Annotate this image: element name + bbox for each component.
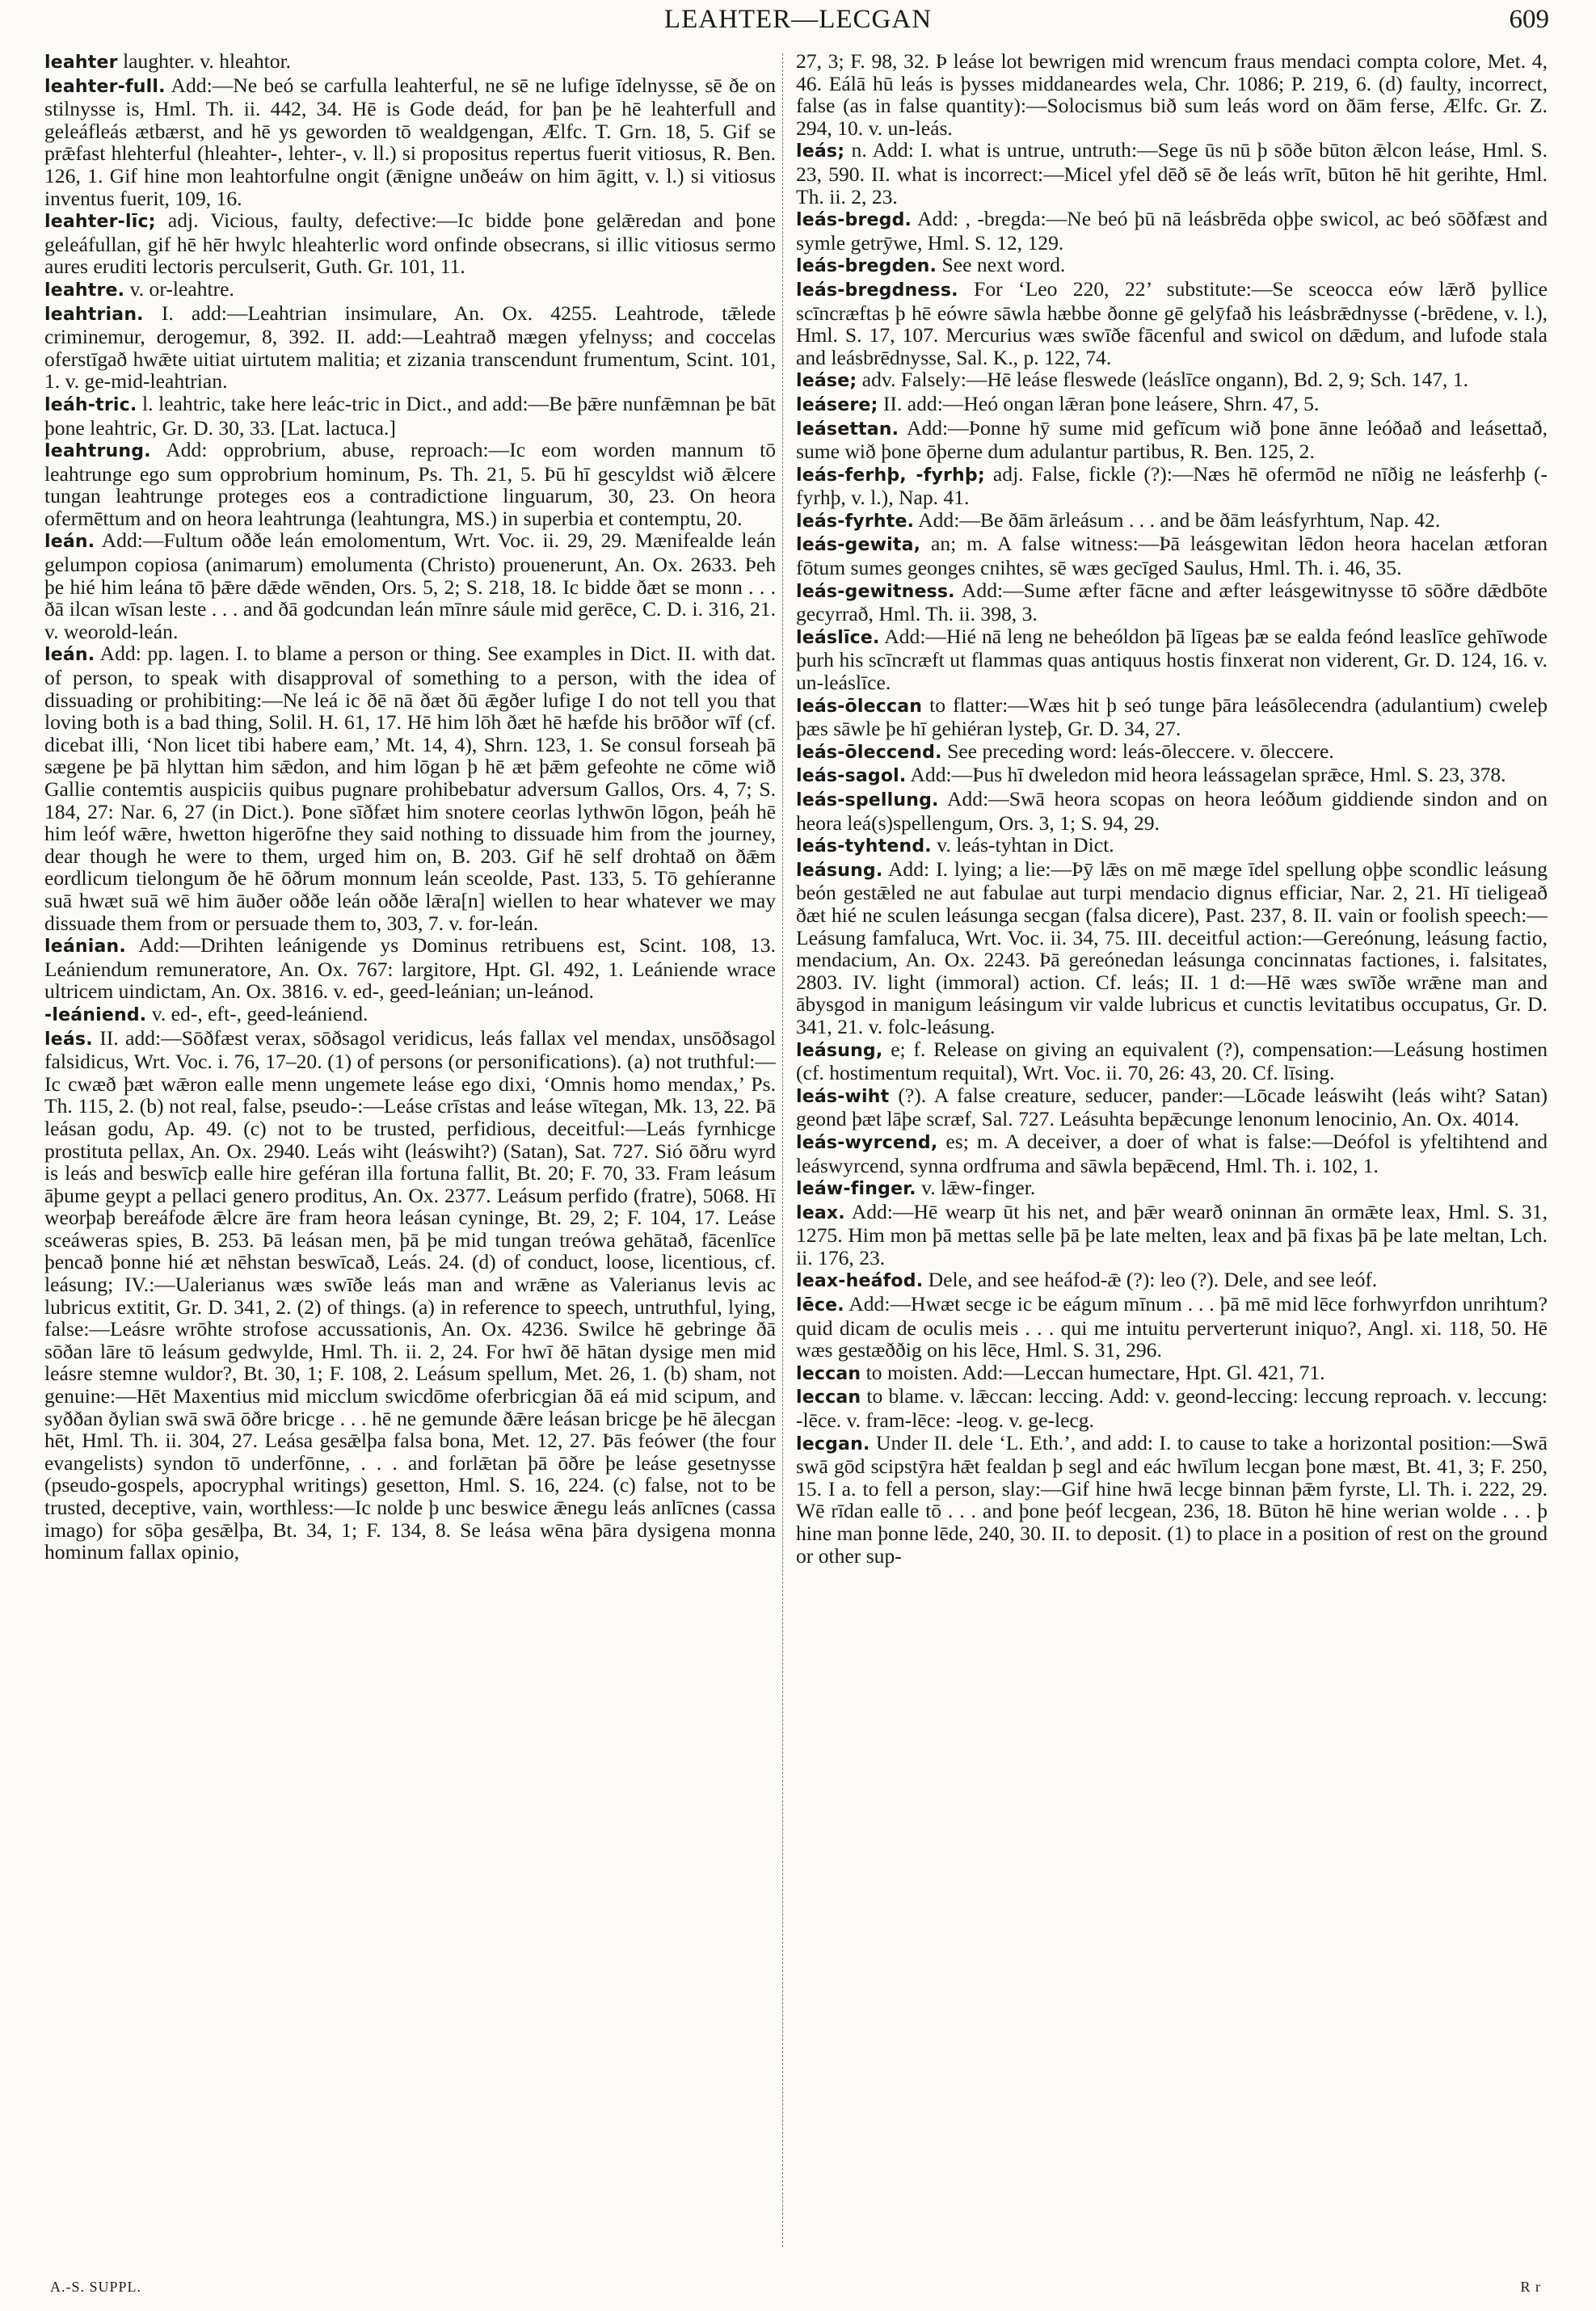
headword: lecgan. [796,1433,870,1454]
running-header [0,5,1596,37]
headword: leahter-full. [44,76,166,97]
dictionary-entry [796,278,1548,368]
entry-definition: Add:—Swā heora scopas on heora leóðum giddiende sindon and on heora leá(s)spellengum, Ors. 3, 1; S. 94, 29. [796,787,1548,835]
headword: leás-gewita, [796,535,921,556]
entry-definition: Add:—Hē wearp ūt his net, and þǣr wearð oninnan ān ormǣte leax, Hml. S. 31, 1275. Him mon þā mettas selle þā þe late melten, leax and þā fixas þā þe late meltan, Lch. ii. 176, 23. [796,1199,1548,1269]
headword: leccan [796,1363,861,1384]
headword: leás-fyrhte. [796,511,915,532]
headword: leán. [44,645,95,666]
entry-definition: adv. Falsely:—Hē leáse fleswede (leáslīce ongann), Bd. 2, 9; Sch. 147, 1. [857,368,1469,392]
entry-definition: Under II. dele ‘L. Eth.’, and add: I. to cause to take a horizontal position:—Swā swā gōd scipstȳra hǣt fealdan þ segl and eác hwīlum lecgan þone mæst, Bt. 41, 3; F. 250, 15. I a. to fell a person, slay:—Gif hine hwā lecge binnan þǣm fyrste, Ll. Th. i. 222, 29. Wē rīdan ealle tō . . . and þone þeóf lecgean, 236, 18. Būton hē hine werian wolde . . . þ hine man þonne lēde, 240, 30. II. to deposit. (1) to place in a position of rest on the ground or other sup- [796,1430,1548,1568]
headword: -leániend. [44,1004,147,1025]
dictionary-entry [796,694,1548,740]
headword: leahtre. [44,280,125,301]
headword: leás-bregdness. [796,280,958,301]
headword: leás-sagol. [796,766,907,787]
dictionary-entry [796,139,1548,208]
headword: leás-ōleccend. [796,742,942,763]
entry-definition: adj. False, fickle (?):—Næs hē ofermōd ne nīðig ne leásferhþ (-fyrhþ, v. l.), Nap. 41. [796,461,1548,510]
headword: leahtrung. [44,441,151,462]
entry-definition: es; m. A deceiver, a doer of what is false:—Deófol is yfeltihtend and leáswyrcend, synna ordfruma and sāwla bepǣcend, Hml. Th. i. 102, 1. [796,1129,1548,1177]
dictionary-entry [44,642,776,934]
dictionary-entry [44,934,776,1003]
entry-definition: Add: pp. lagen. I. to blame a person or thing. See examples in Dict. II. with dat. of person, to speak with disapproval of something to a person, with the idea of dissuading or prohibiting:—Ne leá ic ðē nā ðæt ðū ǣgðer lufige I do not tell you that loving both is a bad thing, Solil. H. 61, 17. Hē him lōh ðæt hē hæfde his brōðor wīf (cf. dicebat illi, ‘Non licet tibi habere eam,’ Mt. 14, 4), Shrn. 123, 1. Se consul forseah þā sægene þe þā hlyttan him sǣdon, and him lōgan þ hē æt þǣm gefeohte ne cōme wið Gallie contemtis auspiciis quibus pugnare prohibebatur adversum Gallos, Ors. 4, 7; S. 184, 27: Nar. 6, 27 (in Dict.). Þone sīðfæt him snotere ceorlas lythwōn lōgon, þeáh hē him leóf wǣre, hwetton higerōfne they said nothing to dissuade him from the journey, dear though he were to them, urged him on, B. 203. Gif hē self drohtað on ðǣm eordlicum tielongum ðe hē ōðrum monnum leán sceolde, Past. 133, 5. Tō gehíeranne suā hwæt suā wē him āuðer oððe leán oððe lǣra[n] wiellen to hear whatever we may dissuade them from or persuade them to, 303, 7. v. for-leán. [44,642,776,935]
dictionary-entry [796,1385,1548,1431]
dictionary-entry [796,1130,1548,1177]
headword: leán. [44,532,95,553]
dictionary-entry [796,1432,1548,1568]
entry-definition: v. leás-tyhtan in Dict. [931,833,1114,857]
entry-definition: Add: opprobrium, abuse, reproach:—Ic eom worden mannum tō leahtrunge ego sum opprobrium hominum, Ps. Th. 21, 5. Þū hī gescyldst wið ǣlcere tungan leahtrunge proteges eos a contradictione linguarum, 30, 23. On heora ofermēttum and on heora leahtrunga (leahtungra, MS.) in superbia et contemptu, 20. [44,438,776,530]
dictionary-entry [796,368,1548,393]
footer-signature-mark: R r [1520,2279,1541,2295]
headword: leáse; [796,371,857,392]
dictionary-entry [796,463,1548,509]
headword: leásung. [796,860,883,881]
dictionary-entry [796,625,1548,694]
dictionary-entry [44,1003,776,1027]
entry-definition: v. lǣw-finger. [916,1176,1036,1200]
dictionary-entry [796,1038,1548,1084]
entry-definition: v. ed-, eft-, geed-leániend. [146,1001,368,1025]
entry-definition: Add:—Be ðām ārleásum . . . and be ðām leásfyrhtum, Nap. 42. [914,507,1441,532]
dictionary-entry [44,1027,776,1564]
dictionary-entry [796,1084,1548,1130]
headword: leahtrian. [44,304,144,325]
headword: leás. [44,1029,93,1050]
dictionary-entry [44,50,776,74]
dictionary-entry [796,764,1548,788]
entry-definition: Add: , -bregda:—Ne beó þū nā leásbrēda oþþe swicol, ac beó sōðfæst and symle getrȳwe, Hml. S. 12, 129. [796,207,1548,255]
headword: leásettan. [796,419,899,440]
entry-definition: Add: I. lying; a lie:—Þȳ lǣs on mē mæge īdel spellung oþþe scondlic leásung beón gestǣled ne aut fabulae aut turpi mendacio dignus efficiar, Nar. 2, 21. Hī tieligeað ðæt hié ne sculen leásunga secgan (falsa dicere), Past. 237, 8. II. vain or foolish speech:—Leásung famfaluca, Wrt. Voc. ii. 34, 75. III. deceitful action:—Gereónung, leásung factio, mendacium, An. Ox. 2243. Þā gereónedan leásunga concinnatas factiones, i. falsitates, 2803. IV. light (immoral) action. Cf. leás; II. 1 d:—Hē wæs swīðe wrǣne man and ābysgod in manigum leásingum vir valde lubricus et cunctis levitatibus occupatus, Gr. D. 341, 21. v. folc-leásung. [796,857,1548,1038]
page-number: 609 [1509,5,1549,34]
entry-definition: (?). A false creature, seducer, pander:—Lōcade leáswiht (leás wiht? Satan) geond þæt lāþe scræf, Sal. 727. Leásuhta bepǣcunge lenonum lenocinio, An. Ox. 4014. [796,1083,1548,1131]
headword: leás-tyhtend. [796,836,932,857]
dictionary-entry [796,50,1548,139]
entry-definition: For ‘Leo 220, 22’ substitute:—Se sceocca eów lǣrð þyllice scīncræftas þ hē eówre sāwla hæbbe ðonne gē gelȳfað his leásbrǣdnysse (-brēdene, v. l.), Hml. S. 17, 107. Mercurius wæs swīðe fācenful and swicol on dǣdum, and lufode stala and leásbrēdnysse, Sal. K., p. 122, 74. [796,276,1548,369]
headword: leáslīce. [796,627,880,648]
headword: leás-wiht [796,1086,890,1107]
entry-definition: l. leahtric, take here leác-tric in Dict., and add:—Be þǣre nunfǣmnan þe bāt þone leahtric, Gr. D. 30, 33. [Lat. lactuca.] [44,391,776,440]
headword: leccan [796,1387,861,1408]
dictionary-entry [796,509,1548,533]
headword: leás-ferhþ, -fyrhþ; [796,465,985,486]
entry-definition: See next word. [937,253,1066,277]
dictionary-entry [44,302,776,393]
dictionary-entry [796,393,1548,417]
dictionary-entry [796,1177,1548,1201]
running-title: LEAHTER—LECGAN [663,5,933,34]
entry-definition: 27, 3; F. 98, 32. Þ leáse lot bewrigen mid wrencum fraus mendaci compta colore, Met. 4, 46. Eálā hū leás is þysses middaneardes wela, Chr. 1086; P. 219, 6. (d) faulty, incorrect, false (as in false quantity):—Solocismus bið sum leás word on ðām ferse, Ælfc. Gr. Z. 294, 10. v. un-leás. [796,50,1548,140]
entry-definition: laughter. v. hleahtor. [117,50,292,73]
dictionary-entry [796,1201,1548,1269]
dictionary-entry [44,529,776,642]
entry-definition: Dele, and see heáfod-ǣ (?): leo (?). Dele, and see leóf. [923,1268,1378,1292]
entry-definition: See preceding word: leás-ōleccere. v. ōleccere. [941,739,1334,763]
entry-definition: II. add:—Sōðfæst verax, sōðsagol veridicus, leás fallax vel mendax, unsōðsagol falsidicus, Wrt. Voc. i. 76, 17–20. (1) of persons (or personifications). (a) not truthful:—Ic cwæð þæt wǣron ealle menn ungemete leáse ego dixi, ‘Omnis homo mendax,’ Ps. Th. 115, 2. (b) not real, false, pseudo-:—Leáse crīstas and leáse wītegan, Mk. 13, 22. Þā leásan godu, Ap. 49. (c) not to be trusted, perfidious, deceitful:—Leás fyrnhicge prostituta pellax, An. Ox. 2940. Leás wiht (leáswiht?) (Satan), Sat. 727. Sió ōðru wyrd is leás and beswīcþ ealle hire geféran illa fortuna fallit, Bt. 20; F. 70, 33. Fram leásum āþume geypt a pellaci genero proditus, An. Ox. 2377. Leásum perfido (fratre), 5068. Hī weorþaþ bereáfode ǣlcre āre fram heora leásan cyninge, Bt. 29, 2; F. 104, 17. Leáse sceáweras spies, B. 253. Þā leásan men, þā þe mid tungan treówa gehātað, fācenlīce þencað þonne hié æt nēhstan beswīcað, Leás. 24. (d) of conduct, loose, licentious, cf. leásung; IV.:—Ualerianus wæs swīðe leás man and wrǣne as Valerianus levis ac lubricus extitit, Gr. D. 341, 2. (2) of things. (a) in reference to speech, untruthful, lying, false:—Leásre wrōhte strofose accussationis, An. Ox. 4236. Swilce hē gebringe ðā sōðan lāre tō leásum gedwylde, Hml. Th. ii. 2, 24. For hwī ðē hātan dysige men mid leásre stemne wuldor?, Bt. 30, 1; F. 108, 2. Leásum spellum, Met. 26, 1. (b) sham, not genuine:—Hēt Maxentius mid micclum swicdōme oferbricgian ðā eá mid scipum, and syððan ðylian swā swā ōðre bricge . . . hē ne gemunde ðǣre leásan bricge þe hē ālecgan hēt, Hml. Th. ii. 304, 27. Leása gesǣlþa falsa bona, Met. 12, 27. Þās feówer (the four evangelists) syndon tō underfōnne, . . . and forlǣtan þā ōðre þe leáse gesetnysse (pseudo-gospels, apocryphal writings) gesetton, Hml. S. 16, 224. (c) false, not to be trusted, deceptive, vain, worthless:—Ic nolde þ unc beswice ǣnegu leás anlīcnes (cassa imago) for sōþa gesǣlþa, Bt. 34, 1; F. 134, 8. Se leása wēna þāra dysigena monna hominum fallax opinio, [44,1025,776,1564]
headword: leás-ōleccan [796,696,923,717]
dictionary-entry [796,1293,1548,1362]
dictionary-entry [796,254,1548,278]
dictionary-entry [796,208,1548,254]
headword: leás; [796,141,845,162]
dictionary-entry [796,740,1548,764]
headword: leás-bregd. [796,210,912,231]
entry-definition: adj. Vicious, faulty, defective:—Ic bidde þone gelǣredan and þone geleáfullan, gif hē hēr hwylc hleahterlic word onfinde obsecrans, si illic vitiosus sermo aures eruditi lectoris perculserit, Guth. Gr. 101, 11. [44,208,776,279]
entry-definition: Add:—Ne beó se carfulla leahterful, ne sē ne lufige īdelnysse, sē ðe on stilnysse is, Hml. Th. ii. 442, 34. Hē is Gode deád, for þan þe hē leahterfull and geleáfleás ætbærst, and hē ys geworden tō wealdgengan, Ælfc. T. Grn. 18, 5. Gif se prǣfast hlehterful (hleahter-, lehter-, v. ll.) si propositus repertus fuerit vitiosus, R. Ben. 126, 1. Gif hine mon leahtorfulne ongit (ǣnigne unðeáw on him āgitt, v. l.) si vitiosus inventus fuerit, 109, 16. [44,73,776,210]
dictionary-entry [796,417,1548,463]
headword: leás-bregden. [796,256,937,277]
entry-definition: e; f. Release on giving an equivalent (?), compensation:—Leásung hostimen (cf. hostimentum requital), Wrt. Voc. ii. 70, 26: 43, 20. Cf. līsing. [796,1037,1548,1085]
entry-definition: Add:—Fultum oððe leán emolomentum, Wrt. Voc. ii. 29, 29. Mænifealde leán gelumpon copiosa (animarum) emolumenta (Christo) prouenerunt, An. Ox. 2633. Þeh þe hié him leána tō þǣre dǣde wēnden, Ors. 5, 2; S. 218, 18. Ic bidde ðæt se monn . . . ðā ilcan wīsan leste . . . and ðā godcundan leán mīnre sáule mid gerēce, C. D. i. 316, 21. v. weorold-leán. [44,528,776,643]
dictionary-entry [44,393,776,439]
headword: leahter-līc; [44,212,156,233]
entry-definition: I. add:—Leahtrian insimulare, An. Ox. 4255. Leahtrode, tǣlede criminemur, derogemur, 8, 392. II. add:—Leahtrað mægen yfelnyss; and coccelas oferstīgað hwǣte uitiat uirtutem malitia; et zizania transcendunt frumentum, Scint. 101, 1. v. ge-mid-leahtrian. [44,301,776,394]
dictionary-entry [796,1269,1548,1293]
dictionary-entry [44,74,776,210]
entry-definition: to blame. v. lǣccan: leccing. Add: v. geond-leccing: leccung reproach. v. leccung: -lēce. v. fram-lēce: -leog. v. ge-lecg. [796,1384,1548,1433]
dictionary-entry [796,788,1548,834]
dictionary-entry [44,439,776,529]
entry-definition: II. add:—Heó ongan lǣran þone leásere, Shrn. 47, 5. [878,391,1320,415]
headword: leáw-finger. [796,1179,916,1200]
headword: leax-heáfod. [796,1271,924,1292]
headword: leax. [796,1202,845,1223]
dictionary-entry [796,532,1548,579]
headword: leánian. [44,937,126,958]
headword: leás-wyrcend, [796,1132,938,1153]
entry-definition: n. Add: I. what is untrue, untruth:—Sege ūs nū þ sōðe būton ǣlcon leáse, Hml. S. 23, 590. II. what is incorrect:—Micel yfel dēð sē ðe leás wrīt, būton hē hit gerihte, Hml. Th. ii. 2, 23. [796,138,1548,208]
headword: leás-spellung. [796,790,939,810]
dictionary-entry [44,209,776,278]
headword: leahter [44,53,118,73]
entry-definition: Add:—Þonne hȳ sume mid gefīcum wið þone ānne leóðað and leásettað, sume wið þone ōþerne dum adulantur partibus, R. Ben. 125, 2. [796,415,1548,464]
entry-definition: to moisten. Add:—Leccan humectare, Hpt. Gl. 421, 71. [861,1360,1325,1384]
entry-definition: Add:—Hwæt secge ic be eágum mīnum . . . þā mē mid lēce forhwyrfdon unrihtum? quid dicam de oculis meis . . . qui me intuitu perverterunt iniquo?, Angl. xi. 118, 50. Hē wæs gestæððig on his lēce, Hml. S. 31, 296. [796,1292,1548,1362]
headword: lēce. [796,1295,844,1316]
headword: leásere; [796,394,878,415]
column-divider [782,53,783,2247]
entry-definition: Add:—Sume æfter fācne and æfter leásgewitnysse tō sōðre dǣdbōte gecyrrað, Hml. Th. ii. 398, 3. [796,578,1548,626]
dictionary-entry [796,579,1548,625]
headword: leás-gewitness. [796,581,955,602]
entry-definition: Add:—Drihten leánigende ys Dominus retribuens est, Scint. 108, 13. Leániendum remuneratore, An. Ox. 767: largitore, Hpt. Gl. 492, 1. Leániende wrace ultricem uindictam, An. Ox. 3816. v. ed-, geed-leánian; un-leánod. [44,933,776,1004]
footer-signature-title: A.-S. SUPPL. [50,2279,142,2295]
entry-definition: Add:—Hié nā leng ne beheóldon þā līgeas þæ se ealda feónd leaslīce gehīwode þurh his scīncræft ut flammas quas antiquus hostis finxerat non viderent, Gr. D. 124, 16. v. un-leáslīce. [796,624,1548,695]
left-column [44,50,776,2252]
entry-definition: to flatter:—Wæs hit þ seó tunge þāra leásōlecendra (adulantium) cweleþ þæs sāwle þe hī gehiéran lysteþ, Gr. D. 34, 27. [796,692,1548,741]
headword: leásung, [796,1040,883,1061]
entry-definition: an; m. A false witness:—Þā leásgewitan lēdon heora hacelan ætforan fōtum sumes geonges cnihtes, sē wæs gecīged Saulus, Hml. Th. i. 46, 35. [796,532,1548,580]
headword: leáh-tric. [44,394,137,415]
dictionary-entry [796,858,1548,1038]
dictionary-entry [44,278,776,302]
right-column [796,50,1548,2252]
entry-definition: v. or-leahtre. [124,276,234,301]
entry-definition: Add:—Þus hī dweledon mid heora leássagelan sprǣce, Hml. S. 23, 378. [906,763,1506,787]
dictionary-entry [796,1362,1548,1386]
dictionary-entry [796,834,1548,858]
